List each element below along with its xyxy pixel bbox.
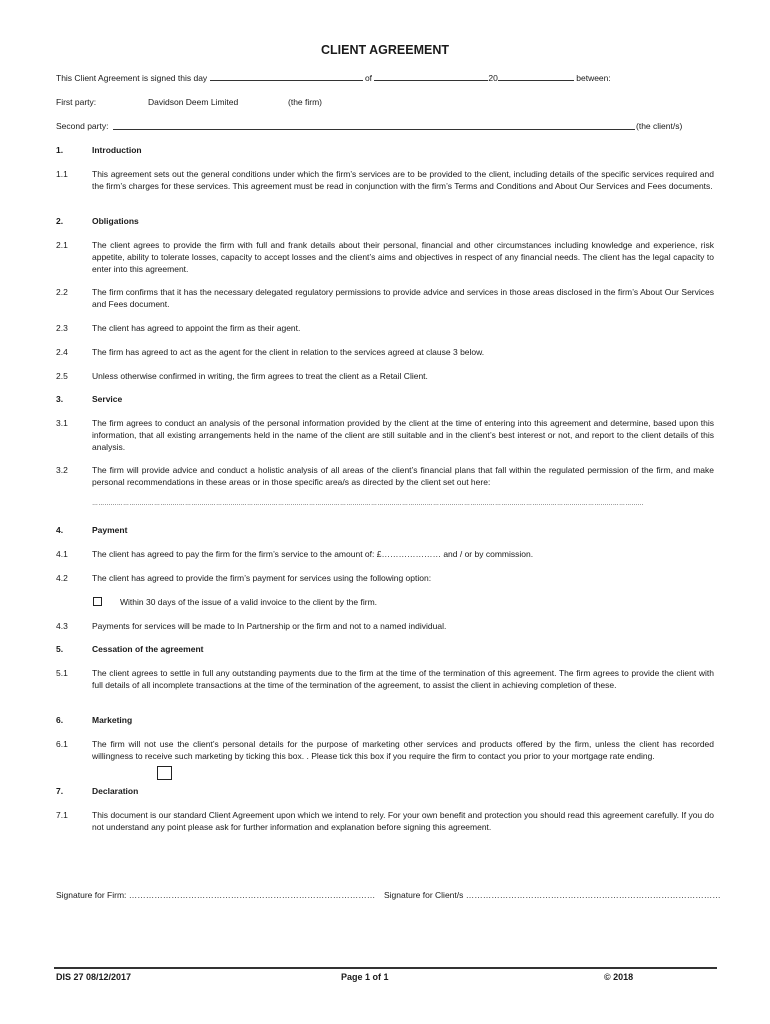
document-title: CLIENT AGREEMENT bbox=[320, 43, 449, 57]
firm-signature-field[interactable]: Signature for Firm: …………………………………………………………………………… bbox=[56, 890, 376, 900]
footer-divider bbox=[54, 967, 717, 969]
second-party-label: Second party: bbox=[56, 121, 109, 131]
day-field[interactable] bbox=[210, 71, 363, 81]
clause-5-1-number: 5.1 bbox=[56, 668, 68, 678]
section-5-title: Cessation of the agreement bbox=[92, 644, 204, 654]
signed-prefix: This Client Agreement is signed this day bbox=[56, 73, 208, 83]
page-number: Page 1 of 1 bbox=[341, 972, 389, 982]
section-6-number: 6. bbox=[56, 715, 64, 725]
clause-2-1-text: The client agrees to provide the firm with full and frank details about their personal, financial and other circumstances including knowledge and experience, risk appetite, ability to tolerate losses, capacity to accept losses and the client’s aims and objectives in respect of any financial needs. The client has the legal capacity to enter into this agreement. bbox=[92, 240, 714, 275]
service-areas-dotted-field[interactable]: …………………………………………………………………………………………………………………………………………………………………………………………………………………………………………… bbox=[92, 501, 644, 507]
clause-3-1-text: The firm agrees to conduct an analysis of the personal information provided by the client at the time of entering into this agreement and determine, based upon this information, that all existing arrangements held in the name of the client are still suitable and in the client’s best interest or not, and report to the client details of this analysis. bbox=[92, 418, 714, 453]
between-label: between: bbox=[576, 73, 611, 83]
second-party-field[interactable] bbox=[113, 120, 635, 130]
section-3-title: Service bbox=[92, 394, 123, 404]
clause-4-1-text: The client has agreed to pay the firm for the firm’s service to the amount of: £………………… and / or by commission. bbox=[92, 549, 534, 559]
year-field[interactable] bbox=[498, 71, 574, 81]
first-party-label: First party: bbox=[56, 97, 97, 107]
clause-2-5-number: 2.5 bbox=[56, 371, 68, 381]
clause-2-3-number: 2.3 bbox=[56, 323, 68, 333]
clause-2-2-number: 2.2 bbox=[56, 287, 68, 297]
agreement-date-line bbox=[56, 71, 716, 84]
section-6-title: Marketing bbox=[92, 715, 133, 725]
document-reference: DIS 27 08/12/2017 bbox=[56, 972, 132, 982]
clause-6-1-text: The firm will not use the client’s personal details for the purpose of marketing other services and products offered by the firm, unless the client has recorded willingness to receive such marketing by ticking this box. . Please tick this box if you require the firm to contact you prior to your mortgage rate ending. bbox=[92, 739, 714, 762]
section-7-number: 7. bbox=[56, 786, 64, 796]
client-signature-field[interactable]: Signature for Client/s ……………………………………………………………………………… bbox=[384, 890, 721, 900]
clause-4-3-text: Payments for services will be made to In Partnership or the firm and not to a named individual. bbox=[92, 621, 447, 631]
invoice-option-checkbox[interactable] bbox=[93, 597, 102, 606]
clause-4-2-text: The client has agreed to provide the firm’s payment for services using the following option: bbox=[92, 573, 432, 583]
section-5-number: 5. bbox=[56, 644, 64, 654]
of-label: of bbox=[364, 73, 373, 83]
clause-7-1-number: 7.1 bbox=[56, 810, 68, 820]
clause-2-1-number: 2.1 bbox=[56, 240, 68, 250]
clause-2-3-text: The client has agreed to appoint the firm as their agent. bbox=[92, 323, 301, 333]
month-field[interactable] bbox=[374, 71, 488, 81]
marketing-consent-checkbox[interactable] bbox=[157, 766, 172, 780]
section-1-title: Introduction bbox=[92, 145, 142, 155]
section-2-title: Obligations bbox=[92, 216, 139, 226]
clause-4-2-number: 4.2 bbox=[56, 573, 68, 583]
section-2-number: 2. bbox=[56, 216, 64, 226]
section-7-title: Declaration bbox=[92, 786, 139, 796]
clause-7-1-text: This document is our standard Client Agreement upon which we intend to rely. For your own benefit and protection you should read this agreement carefully. If you do not understand any point please ask for further information and explanation before signing this agreement. bbox=[92, 810, 714, 833]
second-party-role: (the client/s) bbox=[636, 121, 683, 131]
clause-2-4-text: The firm has agreed to act as the agent for the client in relation to the services agreed at clause 3 below. bbox=[92, 347, 485, 357]
clause-1-1-number: 1.1 bbox=[56, 169, 68, 179]
copyright: © 2018 bbox=[604, 972, 634, 982]
section-4-title: Payment bbox=[92, 525, 128, 535]
clause-5-1-text: The client agrees to settle in full any outstanding payments due to the firm at the time of the termination of this agreement. The firm agrees to provide the client with full details of all incomplete transactions at the time of the termination of the agreement, to assist the client in achieving completion of these. bbox=[92, 668, 714, 691]
clause-3-2-text: The firm will provide advice and conduct a holistic analysis of all areas of the client’s financial plans that fall within the regulated permission of the firm, and make personal recommendations in these areas or in those specific area/s as directed by the client set out here: bbox=[92, 465, 714, 488]
clause-2-2-text: The firm confirms that it has the necessary delegated regulatory permissions to provide advice and services in those areas disclosed in the firm’s About Our Services and Fees document. bbox=[92, 287, 714, 310]
section-4-number: 4. bbox=[56, 525, 64, 535]
clause-6-1-number: 6.1 bbox=[56, 739, 68, 749]
clause-3-1-number: 3.1 bbox=[56, 418, 68, 428]
clause-3-2-number: 3.2 bbox=[56, 465, 68, 475]
section-3-number: 3. bbox=[56, 394, 64, 404]
clause-2-4-number: 2.4 bbox=[56, 347, 68, 357]
clause-4-1-number: 4.1 bbox=[56, 549, 68, 559]
first-party-name: Davidson Deem Limited bbox=[148, 97, 239, 107]
clause-2-5-text: Unless otherwise confirmed in writing, the firm agrees to treat the client as a Retail Client. bbox=[92, 371, 428, 381]
year-prefix: 20 bbox=[488, 73, 498, 83]
section-1-number: 1. bbox=[56, 145, 64, 155]
clause-4-3-number: 4.3 bbox=[56, 621, 68, 631]
first-party-role: (the firm) bbox=[288, 97, 322, 107]
clause-1-1-text: This agreement sets out the general conditions under which the firm’s services are to be provided to the client, including details of the specific services required and the firm’s charges for these services. This agreement must be read in conjunction with the firm’s Terms and Conditions and About Our Services and Fees documents. bbox=[92, 169, 714, 192]
invoice-option-label: Within 30 days of the issue of a valid invoice to the client by the firm. bbox=[120, 597, 378, 607]
